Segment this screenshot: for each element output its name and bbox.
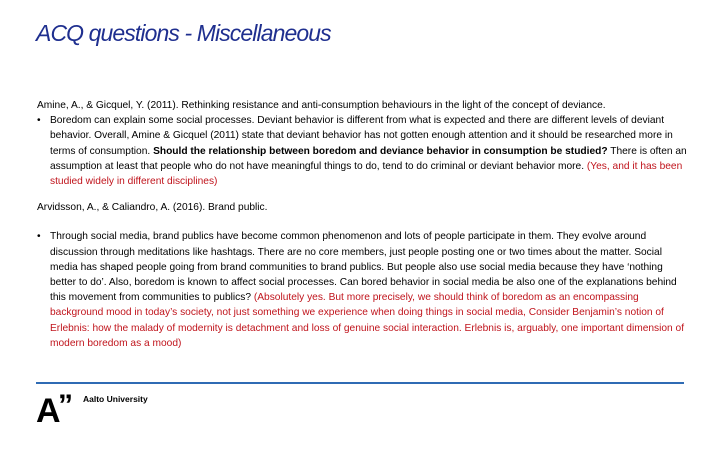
bullet-boredom-deviance <box>37 113 687 189</box>
slide-content <box>37 98 687 351</box>
footer-divider <box>36 382 684 384</box>
bullet-text: Through social media, brand publics have become common phenomenon and lots of people participate in them. They evolve around discussion through meditations like hashtags. There are no core members, just people posting one or two times about the matter. Social media has shaped people going from brand communities to brand publics. But people also use social media because they have ‘nothing better to do’. Also, boredom is known to affect social processes. Can bored behavior in social media be also one of the explanations behind this movement from communities to publics? <box>50 231 677 304</box>
bullet-question: Should the relationship between boredom and deviance behavior in consumption be studied? <box>153 145 608 157</box>
bullet-answer: (Yes, and it has been studied widely in different disciplines) <box>50 160 683 188</box>
logo-quote-mark: ” <box>58 389 73 422</box>
bullet-dot: • <box>37 115 41 127</box>
spacer <box>37 215 687 229</box>
spacer <box>37 189 687 200</box>
bullet-text-continued: There is often an assumption at least that people who do not have meaningful things to do, tend to do criminal or deviant behavior more. <box>50 145 687 172</box>
reference-amine-gicquel: Amine, A., & Gicquel, Y. (2011). Rethinking resistance and anti-consumption behaviours in the light of the concept of deviance. <box>37 100 606 111</box>
bullet-dot: • <box>37 231 41 243</box>
bullet-text: Boredom can explain some social processes. Deviant behavior is different from what is expected and there are different levels of deviant behavior. Overall, Amine & Gicquel (2011) state that deviant behavior has not gotten enough attention and it should be researched more in terms of consumption. <box>50 115 673 157</box>
logo-mark: A <box>36 392 61 430</box>
logo-name: Aalto University <box>83 394 148 404</box>
bullet-brand-publics <box>37 229 687 351</box>
slide-title: ACQ questions - Miscellaneous <box>36 20 331 46</box>
bullet-answer: (Absolutely yes. But more precisely, we should think of boredom as an encompassing background mood in today’s society, not just something we experience when doing things in social media, Consider Benjamin’s notion of Erlebnis: how the malady of modernity is detachment and loss of genuine social interaction. Erlebnis is, arguably, one important dimension of modern boredom as a mood) <box>50 292 685 349</box>
reference-arvidsson-caliandro: Arvidsson, A., & Caliandro, A. (2016). Brand public. <box>37 202 268 214</box>
